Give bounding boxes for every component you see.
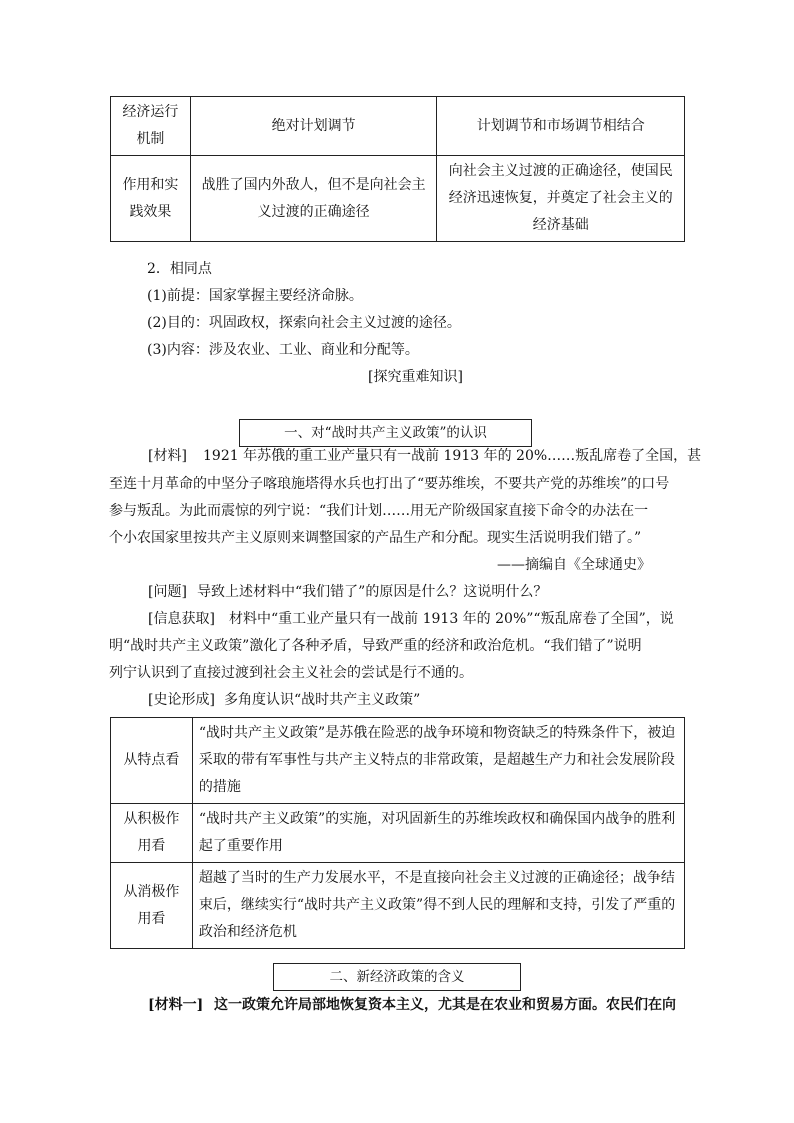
section-title: 一、对“战时共产主义政策”的认识 xyxy=(239,419,532,447)
material-line: 至连十月革命的中坚分子喀琅施塔得水兵也打出了“要苏维埃，不要共产党的苏维埃”的口号 xyxy=(109,476,670,492)
table-cell: 战胜了国内外敌人，但不是向社会主义过渡的正确途径 xyxy=(190,156,437,242)
material-label: [材料一] xyxy=(148,997,204,1013)
table-row xyxy=(111,804,685,863)
row-label: 从积极作用看 xyxy=(111,804,193,863)
row-label: 经济运行机制 xyxy=(111,97,191,156)
table-cell: 绝对计划调节 xyxy=(190,97,437,156)
row-label: 从特点看 xyxy=(111,718,193,804)
table-cell: 向社会主义过渡的正确途径，使国民经济迅速恢复，并奠定了社会主义的经济基础 xyxy=(437,156,685,242)
info-label: [信息获取] xyxy=(148,611,215,627)
list-item: (2)目的：巩固政权，探索向社会主义过渡的途径。 xyxy=(147,315,461,331)
table-row xyxy=(111,718,685,804)
table-cell: “战时共产主义政策”的实施，对巩固新生的苏维埃政权和确保国内战争的胜利起了重要作用 xyxy=(192,804,684,863)
material-line: 参与叛乱。为此而震惊的列宁说：“我们计划……用无产阶级国家直接下命令的办法在一 xyxy=(109,503,649,519)
analysis-table xyxy=(110,717,685,949)
comparison-table xyxy=(110,96,685,242)
explore-heading: [探究重难知识] xyxy=(368,369,463,385)
material-line: 个小农国家里按共产主义原则来调整国家的产品生产和分配。现实生活说明我们错了。” xyxy=(109,530,642,546)
row-label: 从消极作用看 xyxy=(111,863,193,949)
section-title: 二、新经济政策的含义 xyxy=(273,963,521,991)
form-label: [史论形成] xyxy=(148,692,215,708)
table-cell: 计划调节和市场调节相结合 xyxy=(437,97,685,156)
info-line: 明“战时共产主义政策”激化了各种矛盾，导致严重的经济和政治危机。“我们错了”说明 xyxy=(109,638,642,654)
list-item: (3)内容：涉及农业、工业、商业和分配等。 xyxy=(147,342,419,358)
table-row xyxy=(111,863,685,949)
list-item: (1)前提：国家掌握主要经济命脉。 xyxy=(147,288,363,304)
info-line: 列宁认识到了直接过渡到社会主义社会的尝试是行不通的。 xyxy=(109,665,473,681)
table-cell: 超越了当时的生产力发展水平，不是直接向社会主义过渡的正确途径；战争结束后，继续实行“战时共产主义政策”得不到人民的理解和支持，引发了严重的政治和经济危机 xyxy=(192,863,684,949)
question-text: 导致上述材料中“我们错了”的原因是什么？这说明什么？ xyxy=(197,584,548,600)
question-label: [问题] xyxy=(148,584,187,600)
table-cell: “战时共产主义政策”是苏俄在险恶的战争环境和物资缺乏的特殊条件下，被迫采取的带有军事性与共产主义特点的非常政策，是超越生产力和社会发展阶段的措施 xyxy=(192,718,684,804)
material-line: 1921 年苏俄的重工业产量只有一战前 1913 年的 20%……叛乱席卷了全国，甚 xyxy=(203,448,702,464)
form-text: 多角度认识“战时共产主义政策” xyxy=(224,692,421,708)
material-source: ——摘编自《全球通史》 xyxy=(497,557,651,573)
table-row xyxy=(111,156,685,242)
info-line: 材料中“重工业产量只有一战前 1913 年的 20%”“叛乱席卷了全国”，说 xyxy=(229,611,674,627)
same-heading: 2．相同点 xyxy=(147,261,212,277)
row-label: 作用和实践效果 xyxy=(111,156,191,242)
table-row xyxy=(111,97,685,156)
material-label: [材料] xyxy=(148,448,187,464)
material-line: 这一政策允许局部地恢复资本主义，尤其是在农业和贸易方面。农民们在向 xyxy=(214,997,676,1013)
